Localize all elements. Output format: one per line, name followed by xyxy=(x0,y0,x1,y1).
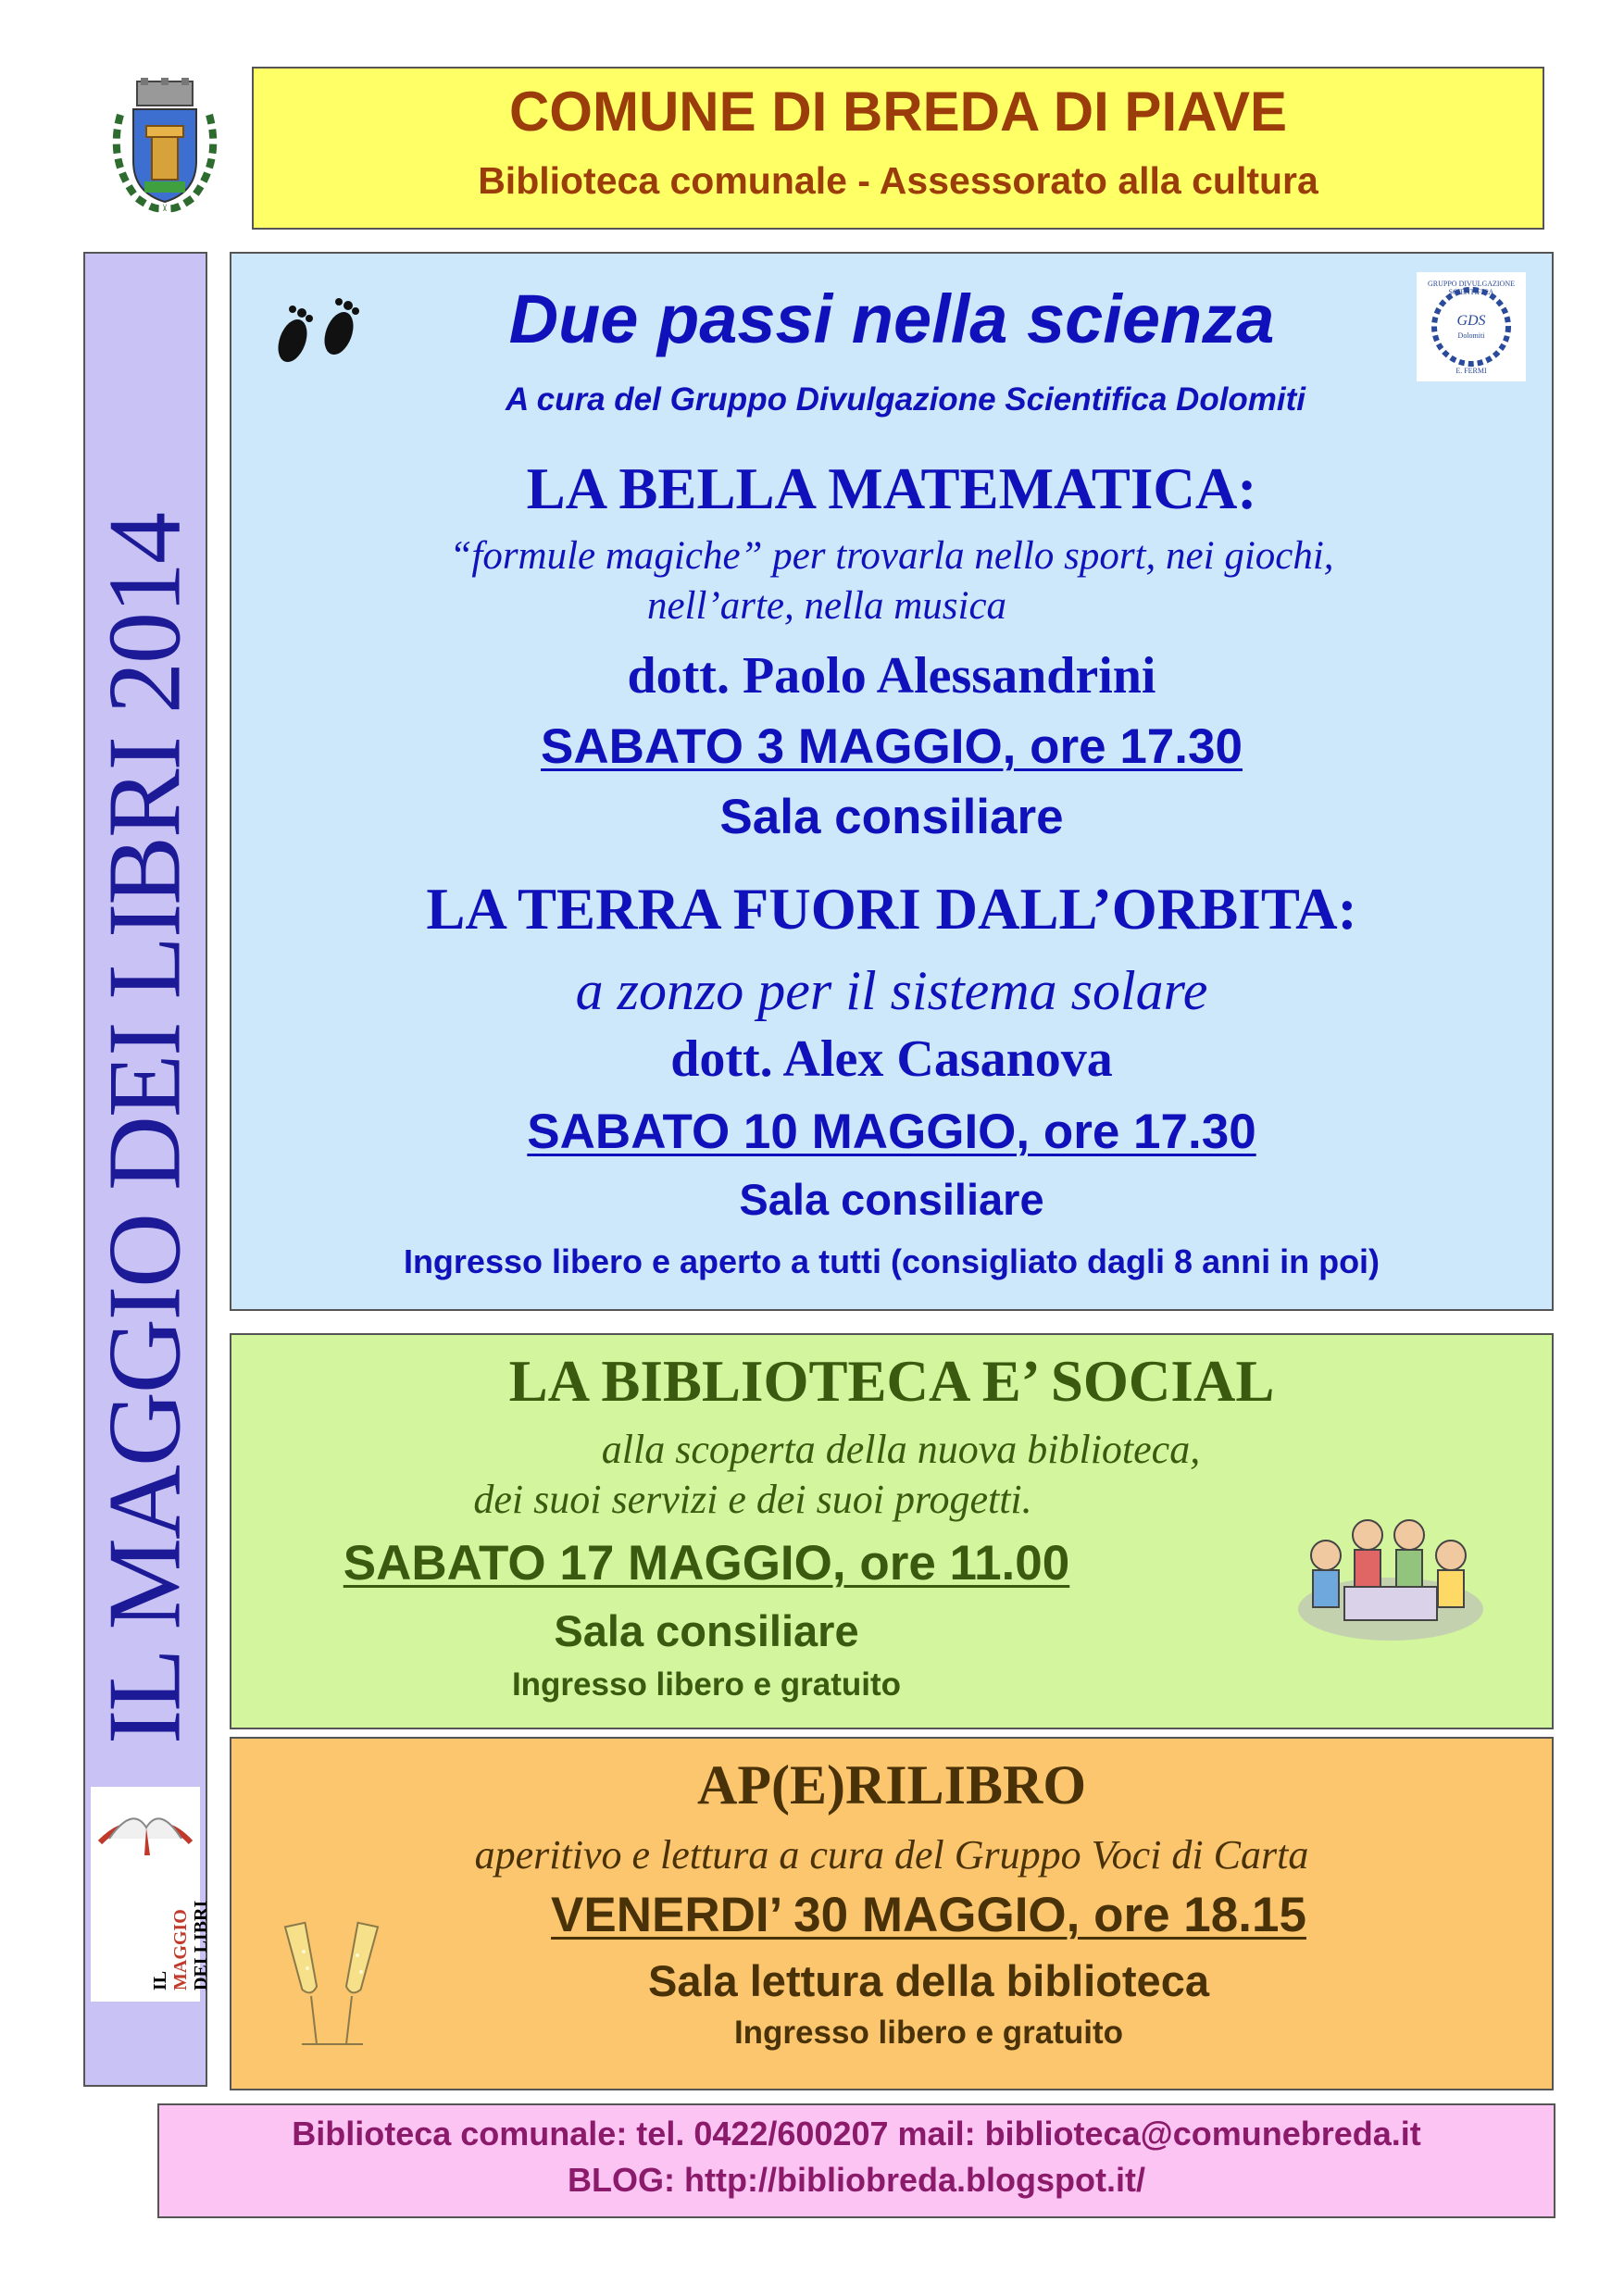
footer-line1: Biblioteca comunale: tel. 0422/600207 mail: biblioteca@comunebreda.it xyxy=(292,2115,1421,2152)
badge-text-top: GRUPPO DIVULGAZIONE SCIENTIFICA xyxy=(1428,280,1515,296)
footer-line2: BLOG: http://bibliobreda.blogspot.it/ xyxy=(568,2161,1145,2199)
science-section xyxy=(230,252,1554,1311)
aperilibro-note: Ingresso libero e gratuito xyxy=(733,2015,1124,2051)
event2-note: Ingresso libero e aperto a tutti (consigliato dagli 8 anni in poi) xyxy=(403,1242,1380,1280)
social-section xyxy=(230,1333,1554,1729)
series-credit: A cura del Gruppo Divulgazione Scientifica Dolomiti xyxy=(505,381,1306,418)
event1-date: SABATO 3 MAGGIO, ore 17.30 xyxy=(541,719,1243,774)
champagne-glasses-icon xyxy=(276,1915,387,2063)
event1-speaker: dott. Paolo Alessandrini xyxy=(627,647,1156,705)
event2-speaker: dott. Alex Casanova xyxy=(670,1030,1113,1088)
event2-desc: a zonzo per il sistema solare xyxy=(575,960,1208,1021)
footer-contacts xyxy=(157,2103,1555,2218)
social-desc-line1: alla scoperta della nuova biblioteca, xyxy=(601,1427,1201,1472)
aperilibro-section xyxy=(230,1737,1554,2090)
event1-place: Sala consiliare xyxy=(719,790,1064,844)
social-date: SABATO 17 MAGGIO, ore 11.00 xyxy=(343,1536,1070,1591)
aperilibro-title: AP(E)RILIBRO xyxy=(696,1754,1087,1816)
badge-text-gds: GDS xyxy=(1456,313,1486,329)
logo-text-line2: MAGGIO xyxy=(170,1909,191,1990)
event2-place: Sala consiliare xyxy=(739,1175,1044,1224)
event2-title: LA TERRA FUORI DALL’ORBITA: xyxy=(426,877,1357,942)
logo-text-line1: IL xyxy=(150,1970,170,1990)
aperilibro-date: VENERDI’ 30 MAGGIO, ore 18.15 xyxy=(551,1888,1306,1942)
side-title: IL MAGGIO DEI LIBRI 2014 xyxy=(87,514,203,1744)
page-title: COMUNE DI BREDA DI PIAVE xyxy=(508,81,1288,143)
series-title: Due passi nella scienza xyxy=(508,281,1275,357)
badge-text-dolomiti: Dolomiti xyxy=(1457,331,1485,340)
aperilibro-place: Sala lettura della biblioteca xyxy=(648,1956,1209,2005)
social-title: LA BIBLIOTECA E’ SOCIAL xyxy=(508,1349,1275,1414)
social-place: Sala consiliare xyxy=(554,1606,859,1655)
page-subtitle: Biblioteca comunale - Assessorato alla cultura xyxy=(478,159,1318,202)
social-desc-line2: dei suoi servizi e dei suoi progetti. xyxy=(473,1477,1032,1522)
side-strip xyxy=(83,252,211,2087)
book-logo-icon xyxy=(91,1787,211,2002)
event1-desc-line2: nell’arte, nella musica xyxy=(646,584,1007,628)
event1-title: LA BELLA MATEMATICA: xyxy=(526,456,1257,521)
people-illustration-icon xyxy=(1280,1498,1502,1655)
badge-text-bottom: E. FERMI xyxy=(1455,367,1487,375)
header-banner xyxy=(252,67,1544,230)
aperilibro-desc: aperitivo e lettura a cura del Gruppo Voci di Carta xyxy=(474,1832,1309,1878)
coat-of-arms-icon xyxy=(100,78,230,217)
logo-text-line3: DEI LIBRI xyxy=(191,1900,211,1990)
social-note: Ingresso libero e gratuito xyxy=(511,1666,902,1703)
event2-date: SABATO 10 MAGGIO, ore 17.30 xyxy=(527,1104,1256,1159)
event1-desc-line1: “formule magiche” per trovarla nello sport, nei giochi, xyxy=(449,534,1334,578)
